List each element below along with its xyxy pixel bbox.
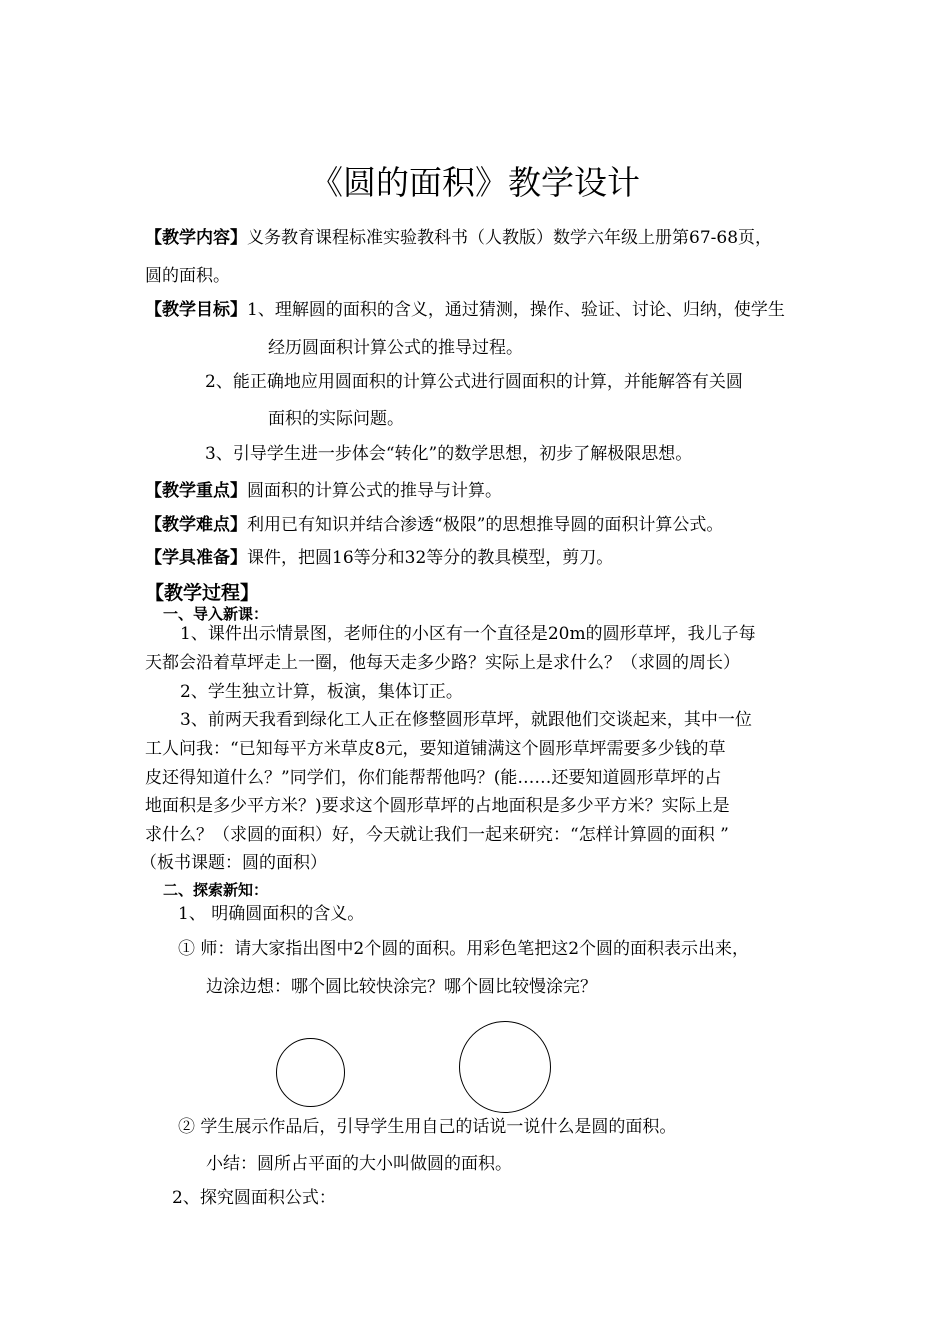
- materials-row: [145, 547, 613, 569]
- section-1-heading: 一、导入新课：: [163, 605, 269, 623]
- section-2-summary: 小结：圆所占平面的大小叫做圆的面积。: [206, 1154, 512, 1174]
- section-1-paragraph-3-line-5: 求什么？（求圆的面积）好，今天就让我们一起来研究：“怎样计算圆的面积 ”: [145, 825, 729, 845]
- document-title: 《圆的面积》教学设计: [310, 163, 640, 202]
- goals-label: 【教学目标】: [145, 300, 247, 320]
- large-circle-figure: [459, 1021, 551, 1113]
- section-1-paragraph-1: 1、课件出示情景图，老师住的小区有一个直径是20m的圆形草坪，我儿子每: [180, 624, 756, 644]
- section-1-paragraph-3: 3、前两天我看到绿化工人正在修整圆形草坪，就跟他们交谈起来，其中一位: [180, 710, 752, 730]
- section-2-step-1-continued: 边涂边想：哪个圆比较快涂完？哪个圆比较慢涂完？: [206, 977, 597, 997]
- section-1-paragraph-1-continued: 天都会沿着草坪走上一圈，他每天走多少路？实际上是求什么？（求圆的周长）: [145, 653, 740, 673]
- section-2-step-1: ① 师：请大家指出图中2个圆的面积。用彩色笔把这2个圆的面积表示出来，: [178, 939, 750, 959]
- key-point-text: 圆面积的计算公式的推导与计算。: [247, 481, 502, 501]
- goal-2-text: 2、能正确地应用圆面积的计算公式进行圆面积的计算，并能解答有关圆: [205, 372, 743, 392]
- section-1-paragraph-2: 2、学生独立计算，板演，集体订正。: [180, 682, 463, 702]
- difficulty-row: [145, 514, 723, 536]
- section-1-paragraph-3-line-6: （板书课题：圆的面积）: [140, 853, 327, 873]
- section-2-step-2: ② 学生展示作品后，引导学生用自己的话说一说什么是圆的面积。: [178, 1117, 677, 1137]
- goal-1-text: 1、理解圆的面积的含义，通过猜测，操作、验证、讨论、归纳，使学生: [247, 300, 785, 320]
- content-label: 【教学内容】: [145, 228, 247, 248]
- section-1-paragraph-3-line-2: 工人问我：“已知每平方米草皮8元，要知道铺满这个圆形草坪需要多少钱的草: [145, 739, 726, 759]
- section-2-heading: 二、探索新知：: [163, 881, 269, 899]
- content-text-continued: 圆的面积。: [145, 266, 230, 286]
- goal-3-text: 3、引导学生进一步体会“转化”的数学思想，初步了解极限思想。: [205, 444, 693, 464]
- key-point-row: [145, 480, 502, 502]
- section-1-paragraph-3-line-3: 皮还得知道什么？”同学们，你们能帮帮他吗？(能……还要知道圆形草坪的占: [145, 768, 722, 788]
- goals-row: [145, 299, 785, 321]
- materials-text: 课件，把圆16等分和32等分的教具模型，剪刀。: [247, 548, 614, 568]
- goal-1-text-continued: 经历圆面积计算公式的推导过程。: [268, 338, 523, 358]
- section-2-item-1: 1、 明确圆面积的含义。: [178, 904, 365, 924]
- goal-2-text-continued: 面积的实际问题。: [268, 409, 404, 429]
- content-row: [145, 227, 772, 249]
- key-point-label: 【教学重点】: [145, 481, 247, 501]
- small-circle-figure: [276, 1038, 345, 1107]
- difficulty-text: 利用已有知识并结合渗透“极限”的思想推导圆的面积计算公式。: [247, 515, 724, 535]
- content-text: 义务教育课程标准实验教科书（人教版）数学六年级上册第67-68页，: [247, 228, 773, 248]
- materials-label: 【学具准备】: [145, 548, 247, 568]
- section-1-paragraph-3-line-4: 地面积是多少平方米？)要求这个圆形草坪的占地面积是多少平方米？实际上是: [145, 796, 730, 816]
- process-heading: 【教学过程】: [145, 582, 260, 604]
- section-2-item-2: 2、探究圆面积公式：: [172, 1188, 336, 1208]
- difficulty-label: 【教学难点】: [145, 515, 247, 535]
